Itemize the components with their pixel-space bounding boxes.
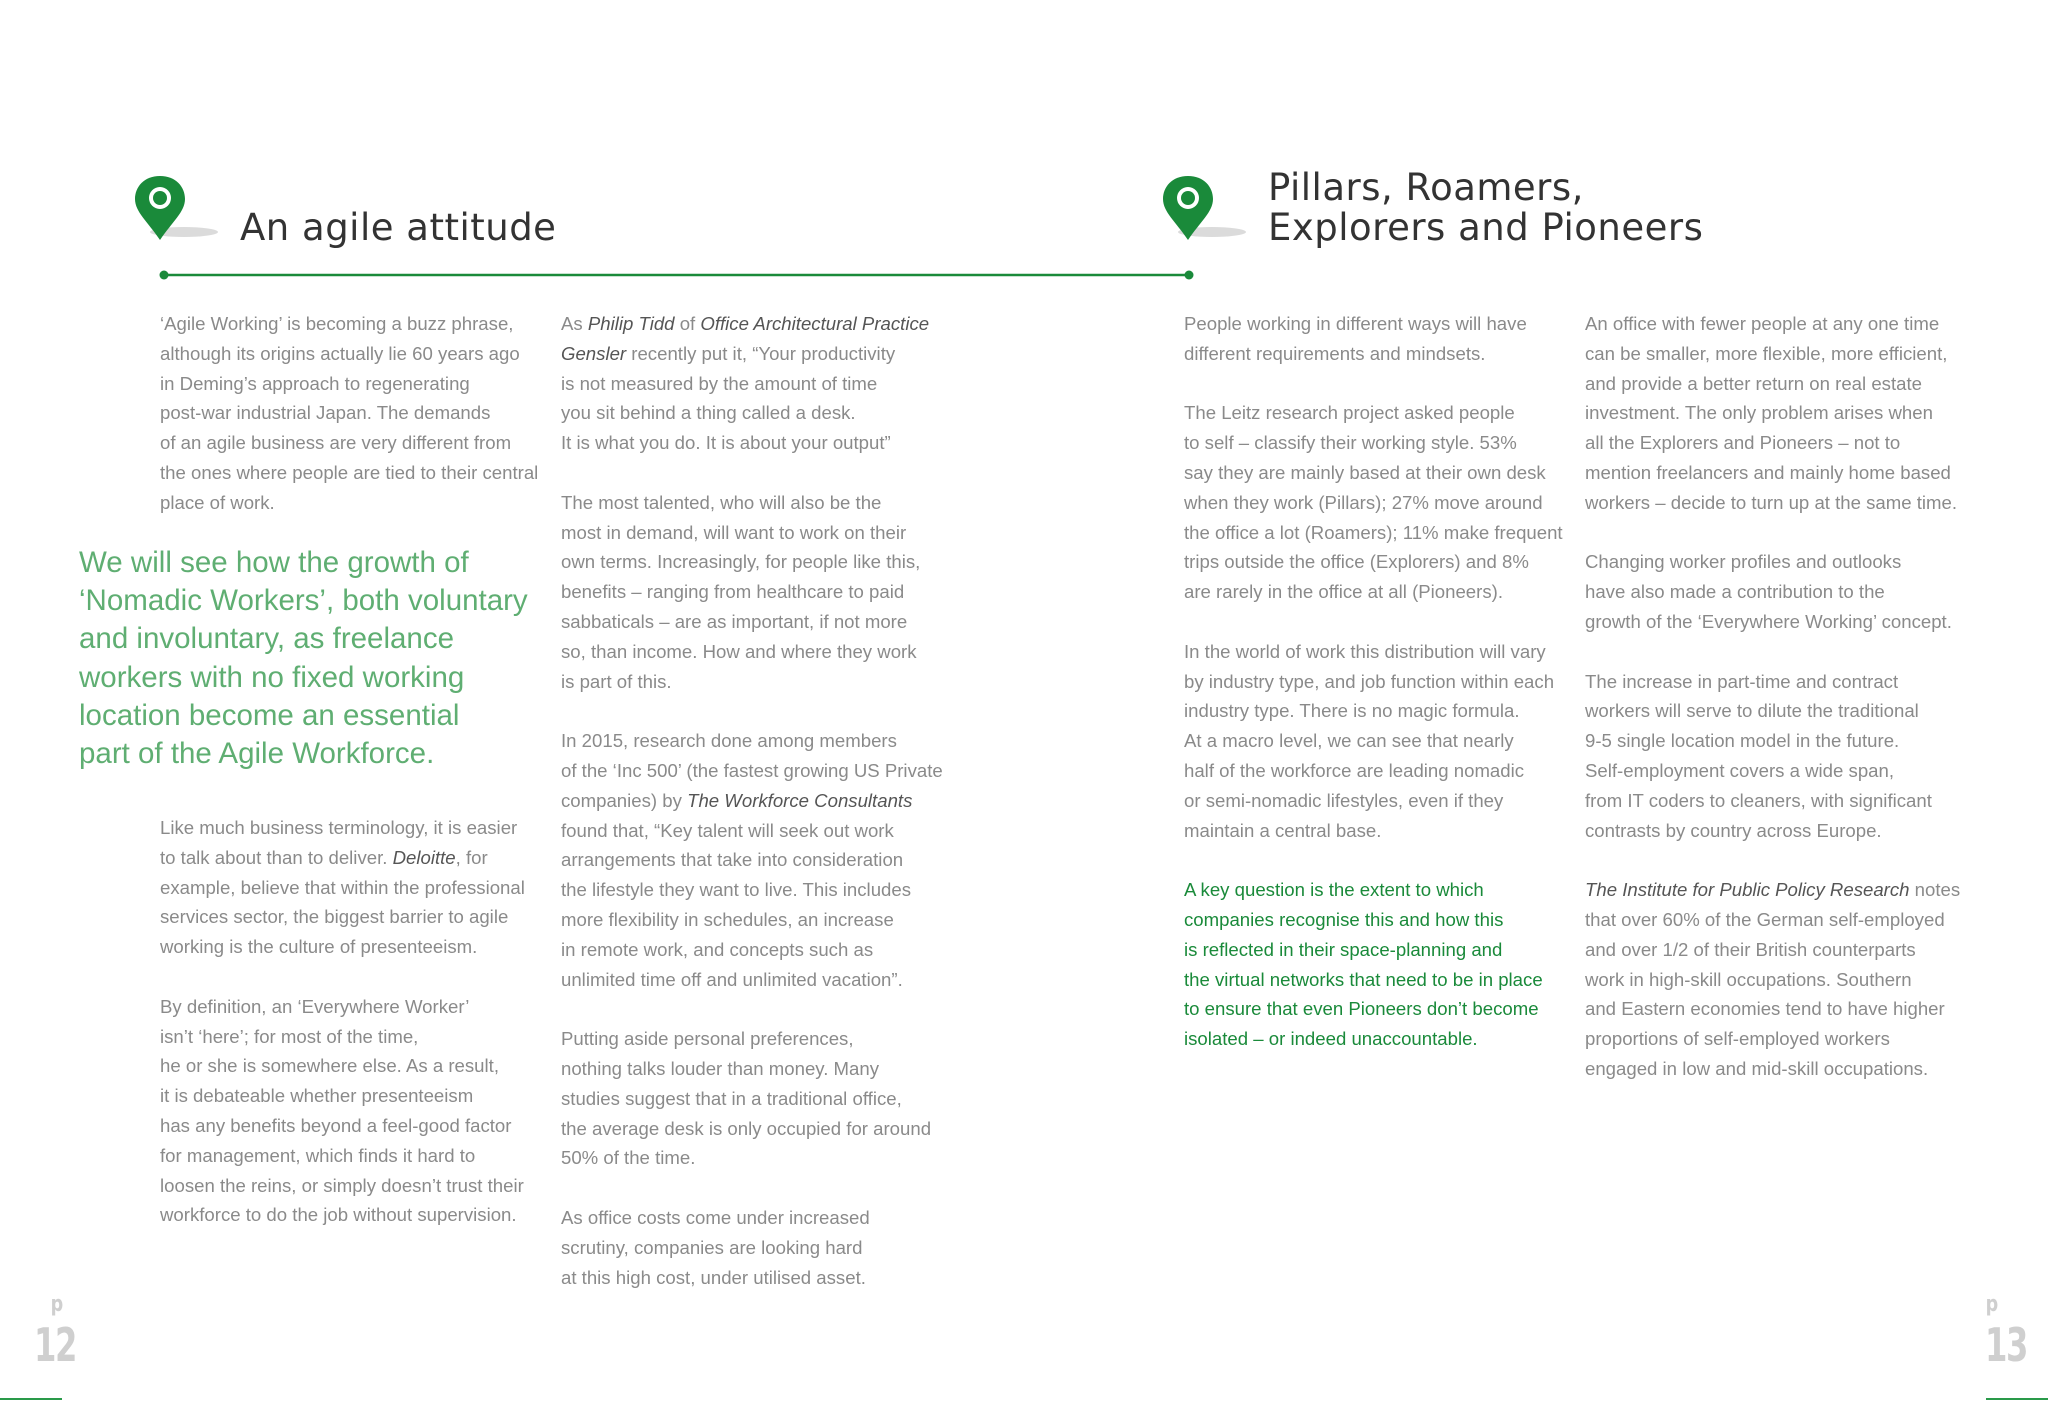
quote-line: part of the Agile Workforce. <box>79 737 435 771</box>
text-line: half of the workforce are leading nomadic <box>1184 759 1525 781</box>
company-name: Gensler <box>561 342 627 364</box>
text-line: of an agile business are very different from <box>160 432 512 454</box>
map-pin-icon <box>1160 174 1250 246</box>
text-line: isn’t ‘here’; for most of the time, <box>160 1025 419 1047</box>
text-line: unlimited time off and unlimited vacation”. <box>561 968 903 990</box>
text-line: the office a lot (Roamers); 11% make frequent <box>1184 521 1563 543</box>
quote-line: ‘Nomadic Workers’, both voluntary <box>79 584 528 618</box>
paragraph <box>561 488 961 697</box>
page-rule-right <box>1986 1398 2048 1400</box>
text-span: As <box>561 313 588 334</box>
organisation-name: The Institute for Public Policy Research <box>1585 879 1910 901</box>
company-name: Office Architectural Practice <box>700 313 930 334</box>
text-line: are rarely in the office at all (Pioneers). <box>1184 581 1503 603</box>
quote-line: workers with no fixed working <box>79 660 465 694</box>
text-line: isolated – or indeed unaccountable. <box>1184 1028 1478 1050</box>
text-line: you sit behind a thing called a desk. <box>561 402 856 424</box>
page-letter-right: p <box>1985 1292 1999 1317</box>
text-line: proportions of self-employed workers <box>1585 1028 1890 1050</box>
text-line: At a macro level, we can see that nearly <box>1184 730 1514 752</box>
text-line: studies suggest that in a traditional office, <box>561 1087 902 1109</box>
section-title-pillars <box>1268 168 1703 248</box>
text-line: all the Explorers and Pioneers – not to <box>1585 432 1901 454</box>
text-line: maintain a central base. <box>1184 819 1382 841</box>
text-line: from IT coders to cleaners, with significant <box>1585 789 1932 811</box>
text-line: An office with fewer people at any one time <box>1585 313 1940 334</box>
quote-line: We will see how the growth of <box>79 546 469 579</box>
text-line: The most talented, who will also be the <box>561 491 882 513</box>
text-line: have also made a contribution to the <box>1585 581 1885 603</box>
text-line: although its origins actually lie 60 years ago <box>160 342 520 364</box>
text-line: nothing talks louder than money. Many <box>561 1057 879 1079</box>
text-line: post-war industrial Japan. The demands <box>160 402 491 424</box>
pull-quote <box>79 544 528 773</box>
text-line: workers will serve to dilute the traditional <box>1585 700 1919 722</box>
text-line: in Deming’s approach to regenerating <box>160 372 470 394</box>
text-line: that over 60% of the German self-employed <box>1585 908 1945 930</box>
text-line: It is what you do. It is about your output” <box>561 432 891 454</box>
column-2-body <box>561 309 961 1292</box>
paragraph <box>1184 637 1584 846</box>
text-span: companies) by <box>561 789 688 811</box>
text-line: investment. The only problem arises when <box>1585 402 1933 424</box>
highlight-paragraph <box>1184 875 1584 1054</box>
text-line: he or she is somewhere else. As a result, <box>160 1055 499 1077</box>
paragraph <box>1585 547 2005 636</box>
company-name: Deloitte <box>392 846 456 868</box>
paragraph <box>1184 398 1584 607</box>
map-pin-icon <box>132 174 222 246</box>
text-line <box>160 843 560 873</box>
paragraph <box>561 1203 961 1292</box>
text-line: is not measured by the amount of time <box>561 372 878 394</box>
text-line: and Eastern economies tend to have higher <box>1585 998 1945 1020</box>
text-line: more flexibility in schedules, an increase <box>561 908 894 930</box>
text-span: , for <box>455 846 488 868</box>
text-line <box>1585 875 2005 905</box>
text-line: trips outside the office (Explorers) and 8% <box>1184 551 1529 573</box>
text-line: can be smaller, more flexible, more efficient, <box>1585 342 1948 364</box>
text-line: As office costs come under increased <box>561 1206 870 1228</box>
text-line: most in demand, will want to work on their <box>561 521 907 543</box>
text-line: ‘Agile Working’ is becoming a buzz phrase, <box>160 313 514 334</box>
paragraph <box>160 813 560 962</box>
page-number-left: 12 <box>34 1318 77 1372</box>
text-line: companies recognise this and how this <box>1184 908 1504 930</box>
text-line: services sector, the biggest barrier to agile <box>160 906 509 928</box>
text-span: recently put it, “Your productivity <box>626 342 896 364</box>
paragraph <box>1184 309 1584 369</box>
text-line: different requirements and mindsets. <box>1184 342 1486 364</box>
text-line: By definition, an ‘Everywhere Worker’ <box>160 995 470 1017</box>
column-1-intro <box>160 309 560 518</box>
title-line: Pillars, Roamers, <box>1268 166 1584 209</box>
text-line: Self-employment covers a wide span, <box>1585 759 1895 781</box>
text-line: loosen the reins, or simply doesn’t trust their <box>160 1174 524 1196</box>
text-line: working is the culture of presenteeism. <box>160 936 478 958</box>
title-line: Explorers and Pioneers <box>1268 206 1704 249</box>
text-line: 50% of the time. <box>561 1147 696 1169</box>
text-span: to talk about than to deliver. <box>160 846 393 868</box>
text-line: In 2015, research done among members <box>561 730 897 752</box>
text-line: workforce to do the job without supervision. <box>160 1204 517 1226</box>
paragraph <box>1585 667 2005 846</box>
section-title-agile-attitude: An agile attitude <box>240 206 557 249</box>
text-line: growth of the ‘Everywhere Working’ concept. <box>1585 610 1952 632</box>
text-line: or semi-nomadic lifestyles, even if they <box>1184 789 1504 811</box>
text-line: to self – classify their working style. 53% <box>1184 432 1517 454</box>
paragraph <box>1585 309 2005 518</box>
text-line: 9-5 single location model in the future. <box>1585 730 1900 752</box>
text-line: own terms. Increasingly, for people like this, <box>561 551 921 573</box>
column-3-body <box>1184 309 1584 1054</box>
text-line: has any benefits beyond a feel-good factor <box>160 1114 512 1136</box>
text-line: The increase in part-time and contract <box>1585 670 1899 692</box>
text-line <box>561 309 961 339</box>
text-line: the average desk is only occupied for around <box>561 1117 932 1139</box>
text-line: the ones where people are tied to their central <box>160 461 539 483</box>
paragraph <box>561 1024 961 1173</box>
text-line: is part of this. <box>561 670 672 692</box>
text-line <box>561 339 961 369</box>
paragraph <box>1585 875 2005 1084</box>
text-line: Like much business terminology, it is easier <box>160 817 518 838</box>
text-line: Putting aside personal preferences, <box>561 1028 854 1050</box>
page-number-right: 13 <box>1985 1318 2028 1372</box>
text-line: In the world of work this distribution will vary <box>1184 640 1546 662</box>
text-line: sabbaticals – are as important, if not more <box>561 610 908 632</box>
text-line: by industry type, and job function within each <box>1184 670 1555 692</box>
text-line: The Leitz research project asked people <box>1184 402 1515 424</box>
text-span: of <box>674 313 701 334</box>
text-line: is reflected in their space-planning and <box>1184 938 1503 960</box>
text-line: so, than income. How and where they work <box>561 640 917 662</box>
text-line: for management, which finds it hard to <box>160 1144 476 1166</box>
paragraph <box>561 309 961 458</box>
text-line: the virtual networks that need to be in place <box>1184 968 1543 990</box>
column-4-body <box>1585 309 2005 1084</box>
text-line: engaged in low and mid-skill occupations. <box>1585 1057 1929 1079</box>
text-line: the lifestyle they want to live. This includes <box>561 879 912 901</box>
text-line: and over 1/2 of their British counterparts <box>1585 938 1916 960</box>
text-line <box>561 786 961 816</box>
paragraph <box>561 726 961 994</box>
text-line: found that, “Key talent will seek out work <box>561 819 894 841</box>
text-line: People working in different ways will have <box>1184 313 1527 334</box>
text-line: scrutiny, companies are looking hard <box>561 1236 863 1258</box>
text-line: when they work (Pillars); 27% move around <box>1184 491 1543 513</box>
paragraph <box>160 309 560 518</box>
text-line: benefits – ranging from healthcare to paid <box>561 581 905 603</box>
text-line: to ensure that even Pioneers don’t become <box>1184 998 1539 1020</box>
quote-line: location become an essential <box>79 698 460 732</box>
person-name: Philip Tidd <box>587 313 675 334</box>
column-1-body <box>160 813 560 1230</box>
text-line: say they are mainly based at their own desk <box>1184 461 1546 483</box>
text-line: at this high cost, under utilised asset. <box>561 1266 866 1288</box>
text-line: in remote work, and concepts such as <box>561 938 874 960</box>
text-line: work in high-skill occupations. Southern <box>1585 968 1912 990</box>
text-line: workers – decide to turn up at the same time. <box>1585 491 1958 513</box>
text-line: example, believe that within the professional <box>160 876 525 898</box>
text-line: mention freelancers and mainly home based <box>1585 461 1951 483</box>
text-line: and provide a better return on real estate <box>1585 372 1922 394</box>
text-line: of the ‘Inc 500’ (the fastest growing US Private <box>561 759 943 781</box>
text-line: contrasts by country across Europe. <box>1585 819 1882 841</box>
text-line: place of work. <box>160 491 275 513</box>
text-line: arrangements that take into consideration <box>561 849 904 871</box>
text-line: A key question is the extent to which <box>1184 879 1484 901</box>
company-name: The Workforce Consultants <box>687 789 913 811</box>
page-rule-left <box>0 1398 62 1400</box>
page-letter-left: p <box>50 1292 64 1317</box>
text-line: Changing worker profiles and outlooks <box>1585 551 1902 573</box>
paragraph <box>160 992 560 1230</box>
text-line: industry type. There is no magic formula. <box>1184 700 1520 722</box>
text-span: notes <box>1909 879 1961 901</box>
text-line: it is debateable whether presenteeism <box>160 1085 474 1107</box>
section-divider <box>156 268 1198 282</box>
quote-line: and involuntary, as freelance <box>79 622 454 656</box>
